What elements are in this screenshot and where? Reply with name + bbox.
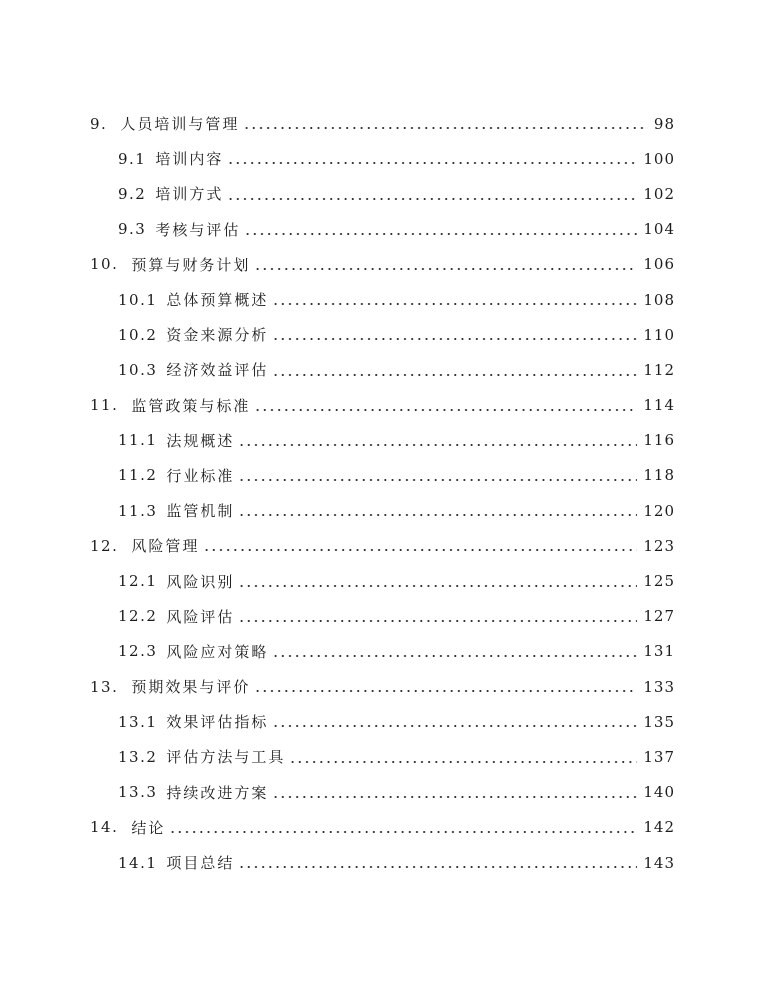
toc-entry-title: 资金来源分析 [166, 326, 269, 345]
toc-entry-title: 监管政策与标准 [131, 396, 251, 415]
dot-leader [238, 865, 637, 869]
toc-entry-title: 效果评估指标 [166, 713, 269, 732]
dot-leader [243, 126, 648, 130]
toc-entry-number: 11.3 [118, 501, 158, 520]
toc-entry-number: 9.1 [118, 149, 147, 168]
toc-entry-page-number: 140 [643, 783, 675, 802]
dot-leader [272, 795, 637, 799]
dot-leader [238, 513, 637, 517]
toc-entry-page-number: 127 [643, 607, 675, 626]
toc-entry-title: 预算与财务计划 [131, 255, 251, 274]
toc-section-entry [90, 176, 675, 211]
toc-entry-page-number: 142 [643, 818, 675, 837]
toc-entry-number: 13. [90, 677, 119, 696]
toc-entry-number: 9.3 [118, 220, 147, 239]
toc-section-entry [90, 775, 675, 810]
toc-entry-page-number: 143 [643, 853, 675, 872]
toc-entry-page-number: 106 [643, 255, 675, 274]
toc-entry-number: 14.1 [118, 853, 158, 872]
toc-chapter-entry [90, 810, 675, 845]
toc-section-entry [90, 141, 675, 176]
dot-leader [238, 478, 637, 482]
toc-entry-page-number: 137 [643, 747, 675, 766]
dot-leader [169, 830, 637, 834]
toc-chapter-entry [90, 106, 675, 141]
dot-leader [272, 724, 637, 728]
dot-leader [227, 161, 637, 165]
dot-leader [289, 760, 637, 764]
toc-entry-title: 法规概述 [166, 431, 235, 450]
toc-entry-page-number: 118 [643, 466, 675, 485]
toc-section-entry [90, 599, 675, 634]
toc-entry-title: 培训方式 [155, 185, 224, 204]
toc-entry-page-number: 102 [643, 184, 675, 203]
toc-entry-page-number: 123 [643, 536, 675, 555]
toc-entry-number: 14. [90, 818, 119, 837]
dot-leader [272, 337, 637, 341]
dot-leader [244, 232, 637, 236]
toc-chapter-entry [90, 669, 675, 704]
toc-section-entry [90, 317, 675, 352]
toc-chapter-entry [90, 247, 675, 282]
toc-entry-title: 人员培训与管理 [120, 115, 240, 134]
toc-entry-number: 10.2 [118, 325, 158, 344]
dot-leader [238, 443, 637, 447]
toc-entry-number: 11.2 [118, 466, 158, 485]
toc-chapter-entry [90, 388, 675, 423]
dot-leader [272, 302, 637, 306]
toc-entry-title: 风险评估 [166, 607, 235, 626]
toc-section-entry [90, 845, 675, 880]
toc-entry-page-number: 110 [643, 325, 675, 344]
toc-entry-title: 项目总结 [166, 854, 235, 873]
toc-entry-page-number: 100 [643, 149, 675, 168]
toc-entry-title: 风险应对策略 [166, 642, 269, 661]
toc-entry-title: 评估方法与工具 [166, 748, 286, 767]
toc-entry-page-number: 131 [643, 642, 675, 661]
toc-entry-page-number: 120 [643, 501, 675, 520]
toc-entry-page-number: 133 [643, 677, 675, 696]
toc-entry-number: 13.2 [118, 747, 158, 766]
dot-leader [203, 548, 637, 552]
toc-entry-title: 预期效果与评价 [131, 678, 251, 697]
toc-entry-number: 12.2 [118, 607, 158, 626]
toc-entry-title: 风险识别 [166, 572, 235, 591]
toc-entry-number: 10. [90, 255, 119, 274]
toc-entry-page-number: 125 [643, 572, 675, 591]
toc-chapter-entry [90, 528, 675, 563]
toc-entry-page-number: 112 [643, 360, 675, 379]
toc-entry-number: 12.1 [118, 572, 158, 591]
toc-section-entry [90, 458, 675, 493]
toc-entry-title: 总体预算概述 [166, 291, 269, 310]
dot-leader [238, 619, 637, 623]
dot-leader [254, 267, 637, 271]
toc-entry-page-number: 104 [643, 220, 675, 239]
toc-entry-title: 培训内容 [155, 150, 224, 169]
toc-section-entry [90, 739, 675, 774]
toc-entry-number: 9.2 [118, 184, 147, 203]
toc-entry-page-number: 98 [653, 114, 675, 133]
toc-section-entry [90, 634, 675, 669]
toc-entry-number: 13.3 [118, 783, 158, 802]
toc-section-entry [90, 352, 675, 387]
table-of-contents [90, 106, 675, 880]
dot-leader [254, 689, 637, 693]
toc-entry-title: 风险管理 [131, 537, 200, 556]
toc-entry-title: 考核与评估 [155, 220, 241, 239]
toc-entry-number: 11.1 [118, 431, 158, 450]
toc-section-entry [90, 493, 675, 528]
toc-entry-number: 9. [90, 114, 108, 133]
dot-leader [238, 584, 637, 588]
toc-entry-title: 结论 [131, 818, 166, 837]
toc-entry-title: 行业标准 [166, 466, 235, 485]
toc-section-entry [90, 212, 675, 247]
dot-leader [272, 373, 637, 377]
toc-entry-page-number: 135 [643, 712, 675, 731]
toc-entry-title: 经济效益评估 [166, 361, 269, 380]
dot-leader [272, 654, 637, 658]
toc-entry-number: 11. [90, 396, 119, 415]
dot-leader [254, 408, 637, 412]
toc-entry-page-number: 114 [643, 396, 675, 415]
toc-entry-number: 10.3 [118, 360, 158, 379]
toc-entry-title: 持续改进方案 [166, 783, 269, 802]
toc-section-entry [90, 282, 675, 317]
toc-section-entry [90, 704, 675, 739]
toc-entry-number: 12. [90, 536, 119, 555]
toc-entry-number: 10.1 [118, 290, 158, 309]
toc-section-entry [90, 563, 675, 598]
toc-entry-page-number: 116 [643, 431, 675, 450]
toc-entry-title: 监管机制 [166, 502, 235, 521]
toc-entry-number: 12.3 [118, 642, 158, 661]
toc-entry-page-number: 108 [643, 290, 675, 309]
toc-section-entry [90, 423, 675, 458]
dot-leader [227, 197, 637, 201]
toc-entry-number: 13.1 [118, 712, 158, 731]
